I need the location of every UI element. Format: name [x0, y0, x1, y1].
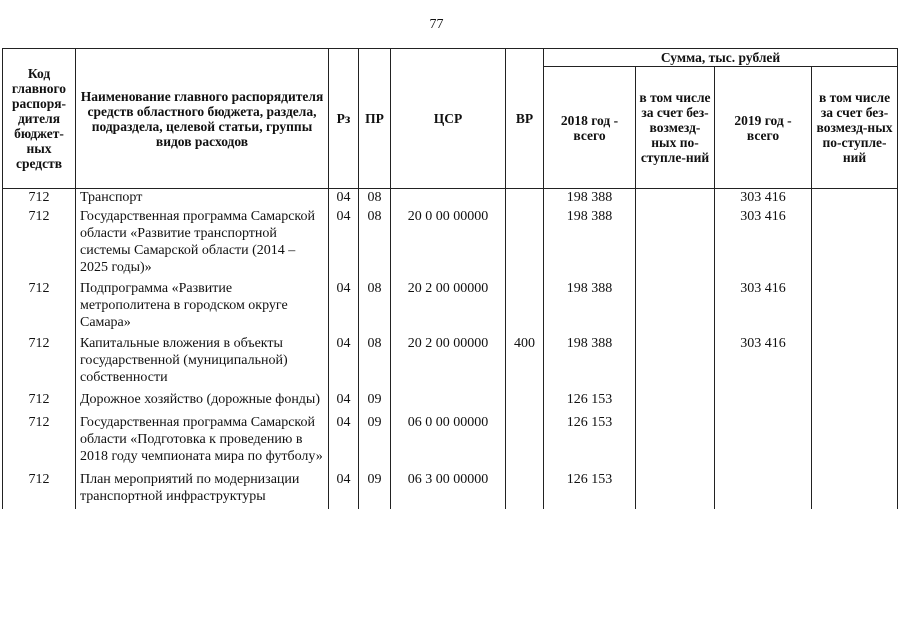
cell-name: Государственная программа Самарской области «Подготовка к проведению в 2018 году чемпионата мира по футболу»	[76, 414, 329, 471]
cell-csr: 06 0 00 00000	[391, 414, 506, 471]
cell-total-2019	[715, 471, 812, 509]
table-row	[3, 471, 898, 509]
cell-rz: 04	[329, 280, 359, 335]
cell-free-2018	[636, 471, 715, 509]
header-name: Наименование главного распорядителя средств областного бюджета, раздела, подраздела, целевой статьи, группы видов расходов	[76, 49, 329, 189]
cell-name: Дорожное хозяйство (дорожные фонды)	[76, 391, 329, 414]
cell-pr: 09	[359, 471, 391, 509]
cell-total-2019	[715, 414, 812, 471]
cell-free-2018	[636, 189, 715, 209]
cell-code: 712	[3, 391, 76, 414]
cell-rz: 04	[329, 391, 359, 414]
cell-csr: 06 3 00 00000	[391, 471, 506, 509]
cell-name: Подпрограмма «Развитие метрополитена в городском округе Самара»	[76, 280, 329, 335]
cell-csr: 20 2 00 00000	[391, 335, 506, 391]
cell-total-2018: 198 388	[544, 189, 636, 209]
cell-vr	[506, 189, 544, 209]
table-row	[3, 391, 898, 414]
cell-vr	[506, 391, 544, 414]
cell-vr: 400	[506, 335, 544, 391]
cell-free-2019	[812, 335, 898, 391]
cell-free-2018	[636, 208, 715, 280]
cell-total-2018: 198 388	[544, 335, 636, 391]
table-row	[3, 189, 898, 209]
cell-csr	[391, 189, 506, 209]
header-csr: ЦСР	[391, 49, 506, 189]
cell-vr	[506, 280, 544, 335]
cell-total-2019: 303 416	[715, 189, 812, 209]
cell-free-2019	[812, 208, 898, 280]
cell-free-2019	[812, 391, 898, 414]
cell-rz: 04	[329, 208, 359, 280]
header-free-2018: в том числе за счет без-возмезд-ных по-ступле-ний	[636, 67, 715, 189]
cell-total-2018: 126 153	[544, 414, 636, 471]
cell-total-2018: 198 388	[544, 208, 636, 280]
cell-code: 712	[3, 189, 76, 209]
cell-pr: 09	[359, 414, 391, 471]
cell-total-2018: 198 388	[544, 280, 636, 335]
cell-free-2018	[636, 391, 715, 414]
cell-pr: 08	[359, 208, 391, 280]
cell-code: 712	[3, 414, 76, 471]
cell-rz: 04	[329, 189, 359, 209]
header-code: Код главного распоря-дителя бюджет-ных средств	[3, 49, 76, 189]
cell-name: План мероприятий по модернизации транспортной инфраструктуры	[76, 471, 329, 509]
cell-rz: 04	[329, 471, 359, 509]
table-row	[3, 335, 898, 391]
header-rz: Рз	[329, 49, 359, 189]
cell-pr: 09	[359, 391, 391, 414]
cell-code: 712	[3, 471, 76, 509]
cell-pr: 08	[359, 189, 391, 209]
cell-vr	[506, 471, 544, 509]
cell-rz: 04	[329, 335, 359, 391]
cell-rz: 04	[329, 414, 359, 471]
budget-table	[2, 48, 898, 509]
cell-free-2019	[812, 414, 898, 471]
cell-pr: 08	[359, 335, 391, 391]
cell-free-2018	[636, 335, 715, 391]
page-number: 77	[429, 17, 444, 32]
cell-total-2018: 126 153	[544, 471, 636, 509]
cell-code: 712	[3, 208, 76, 280]
cell-free-2018	[636, 414, 715, 471]
cell-vr	[506, 414, 544, 471]
cell-free-2019	[812, 189, 898, 209]
cell-code: 712	[3, 335, 76, 391]
cell-pr: 08	[359, 280, 391, 335]
cell-total-2019: 303 416	[715, 208, 812, 280]
table-row	[3, 414, 898, 471]
cell-total-2019	[715, 391, 812, 414]
cell-total-2019: 303 416	[715, 335, 812, 391]
table-row	[3, 280, 898, 335]
cell-total-2018: 126 153	[544, 391, 636, 414]
header-total-2019: 2019 год - всего	[715, 67, 812, 189]
cell-free-2018	[636, 280, 715, 335]
cell-code: 712	[3, 280, 76, 335]
header-pr: ПР	[359, 49, 391, 189]
cell-csr: 20 2 00 00000	[391, 280, 506, 335]
cell-vr	[506, 208, 544, 280]
header-sum-group: Сумма, тыс. рублей	[544, 49, 898, 67]
cell-free-2019	[812, 280, 898, 335]
cell-name: Капитальные вложения в объекты государственной (муниципальной) собственности	[76, 335, 329, 391]
header-total-2018: 2018 год - всего	[544, 67, 636, 189]
header-free-2019: в том числе за счет без-возмезд-ных по-ступле-ний	[812, 67, 898, 189]
cell-name: Транспорт	[76, 189, 329, 209]
cell-free-2019	[812, 471, 898, 509]
table-row	[3, 208, 898, 280]
cell-total-2019: 303 416	[715, 280, 812, 335]
cell-csr	[391, 391, 506, 414]
header-vr: ВР	[506, 49, 544, 189]
cell-csr: 20 0 00 00000	[391, 208, 506, 280]
cell-name: Государственная программа Самарской области «Развитие транспортной системы Самарской области (2014 – 2025 годы)»	[76, 208, 329, 280]
